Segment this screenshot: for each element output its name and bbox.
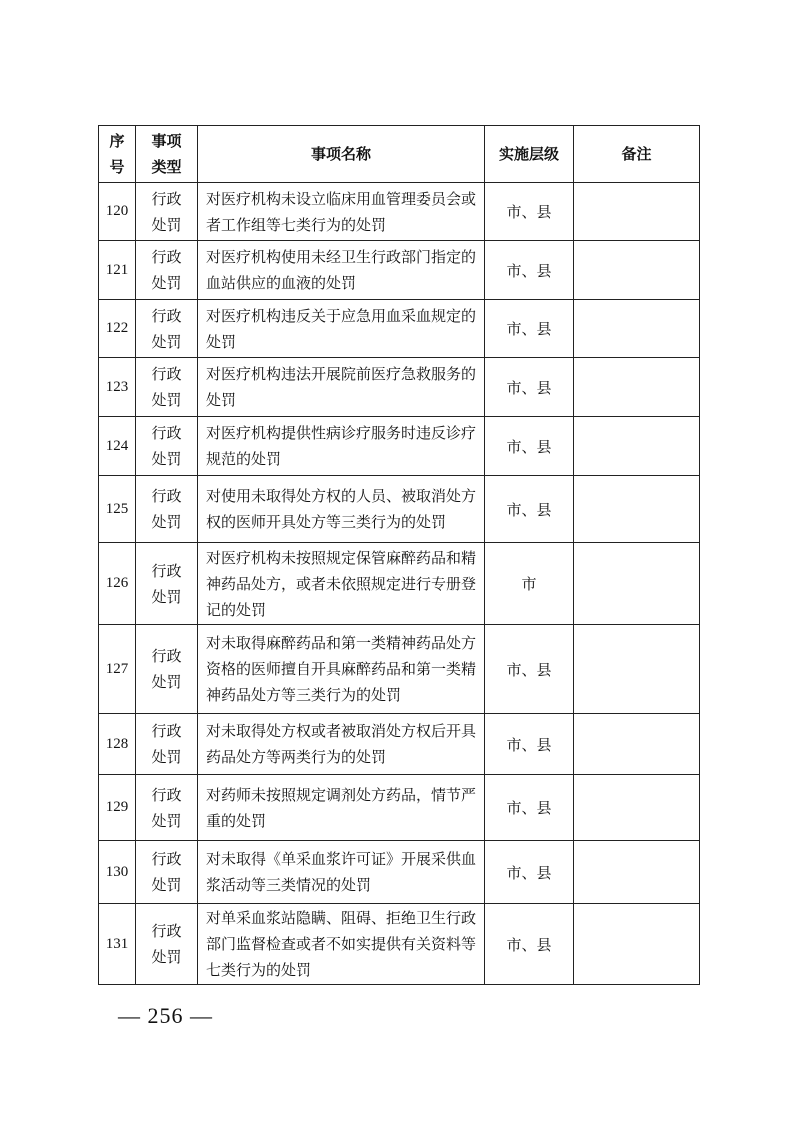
row-name: 对未取得《单采血浆许可证》开展采供血浆活动等三类情况的处罚 xyxy=(198,841,485,904)
row-remark xyxy=(574,476,700,543)
table-row xyxy=(99,775,700,841)
row-level: 市、县 xyxy=(485,241,574,300)
row-type: 行政处罚 xyxy=(136,417,198,476)
row-name: 对医疗机构违反关于应急用血采血规定的处罚 xyxy=(198,300,485,358)
row-number: 121 xyxy=(99,241,136,300)
table-row xyxy=(99,241,700,300)
page-number: — 256 — xyxy=(118,1003,213,1028)
table-row xyxy=(99,625,700,714)
row-name: 对医疗机构未按照规定保管麻醉药品和精神药品处方，或者未依照规定进行专册登记的处罚 xyxy=(198,543,485,625)
row-type: 行政处罚 xyxy=(136,714,198,775)
row-name: 对未取得处方权或者被取消处方权后开具药品处方等两类行为的处罚 xyxy=(198,714,485,775)
row-remark xyxy=(574,904,700,985)
row-type: 行政处罚 xyxy=(136,358,198,417)
row-remark xyxy=(574,241,700,300)
row-level: 市 xyxy=(485,543,574,625)
row-level: 市、县 xyxy=(485,358,574,417)
table-row xyxy=(99,714,700,775)
row-remark xyxy=(574,358,700,417)
row-number: 125 xyxy=(99,476,136,543)
row-name: 对使用未取得处方权的人员、被取消处方权的医师开具处方等三类行为的处罚 xyxy=(198,476,485,543)
row-remark xyxy=(574,183,700,241)
row-remark xyxy=(574,625,700,714)
table-row xyxy=(99,358,700,417)
row-number: 129 xyxy=(99,775,136,841)
row-number: 126 xyxy=(99,543,136,625)
row-remark xyxy=(574,300,700,358)
row-type: 行政处罚 xyxy=(136,476,198,543)
row-level: 市、县 xyxy=(485,183,574,241)
row-type: 行政处罚 xyxy=(136,300,198,358)
table-row xyxy=(99,904,700,985)
row-number: 122 xyxy=(99,300,136,358)
table-row xyxy=(99,417,700,476)
row-number: 130 xyxy=(99,841,136,904)
row-type: 行政处罚 xyxy=(136,775,198,841)
header-no: 序号 xyxy=(99,126,136,183)
row-name: 对医疗机构违法开展院前医疗急救服务的处罚 xyxy=(198,358,485,417)
table-header-row xyxy=(99,126,700,183)
header-name: 事项名称 xyxy=(198,126,485,183)
row-level: 市、县 xyxy=(485,904,574,985)
row-level: 市、县 xyxy=(485,714,574,775)
row-type: 行政处罚 xyxy=(136,841,198,904)
row-type: 行政处罚 xyxy=(136,183,198,241)
row-name: 对医疗机构提供性病诊疗服务时违反诊疗规范的处罚 xyxy=(198,417,485,476)
row-remark xyxy=(574,775,700,841)
row-remark xyxy=(574,417,700,476)
table-row xyxy=(99,476,700,543)
row-type: 行政处罚 xyxy=(136,625,198,714)
row-number: 123 xyxy=(99,358,136,417)
row-type: 行政处罚 xyxy=(136,241,198,300)
row-level: 市、县 xyxy=(485,300,574,358)
row-name: 对未取得麻醉药品和第一类精神药品处方资格的医师擅自开具麻醉药品和第一类精神药品处方等三类行为的处罚 xyxy=(198,625,485,714)
row-remark xyxy=(574,714,700,775)
items-table xyxy=(98,125,700,985)
row-type: 行政处罚 xyxy=(136,543,198,625)
row-level: 市、县 xyxy=(485,476,574,543)
table-row xyxy=(99,543,700,625)
row-number: 124 xyxy=(99,417,136,476)
header-remark: 备注 xyxy=(574,126,700,183)
row-number: 128 xyxy=(99,714,136,775)
row-level: 市、县 xyxy=(485,625,574,714)
row-name: 对药师未按照规定调剂处方药品，情节严重的处罚 xyxy=(198,775,485,841)
row-type: 行政处罚 xyxy=(136,904,198,985)
row-remark xyxy=(574,543,700,625)
row-number: 131 xyxy=(99,904,136,985)
header-level: 实施层级 xyxy=(485,126,574,183)
row-number: 120 xyxy=(99,183,136,241)
table-row xyxy=(99,300,700,358)
row-level: 市、县 xyxy=(485,775,574,841)
table-row xyxy=(99,841,700,904)
table-row xyxy=(99,183,700,241)
row-level: 市、县 xyxy=(485,841,574,904)
row-name: 对医疗机构未设立临床用血管理委员会或者工作组等七类行为的处罚 xyxy=(198,183,485,241)
row-level: 市、县 xyxy=(485,417,574,476)
header-type: 事项类型 xyxy=(136,126,198,183)
row-name: 对单采血浆站隐瞒、阻碍、拒绝卫生行政部门监督检查或者不如实提供有关资料等七类行为的处罚 xyxy=(198,904,485,985)
row-name: 对医疗机构使用未经卫生行政部门指定的血站供应的血液的处罚 xyxy=(198,241,485,300)
row-remark xyxy=(574,841,700,904)
row-number: 127 xyxy=(99,625,136,714)
